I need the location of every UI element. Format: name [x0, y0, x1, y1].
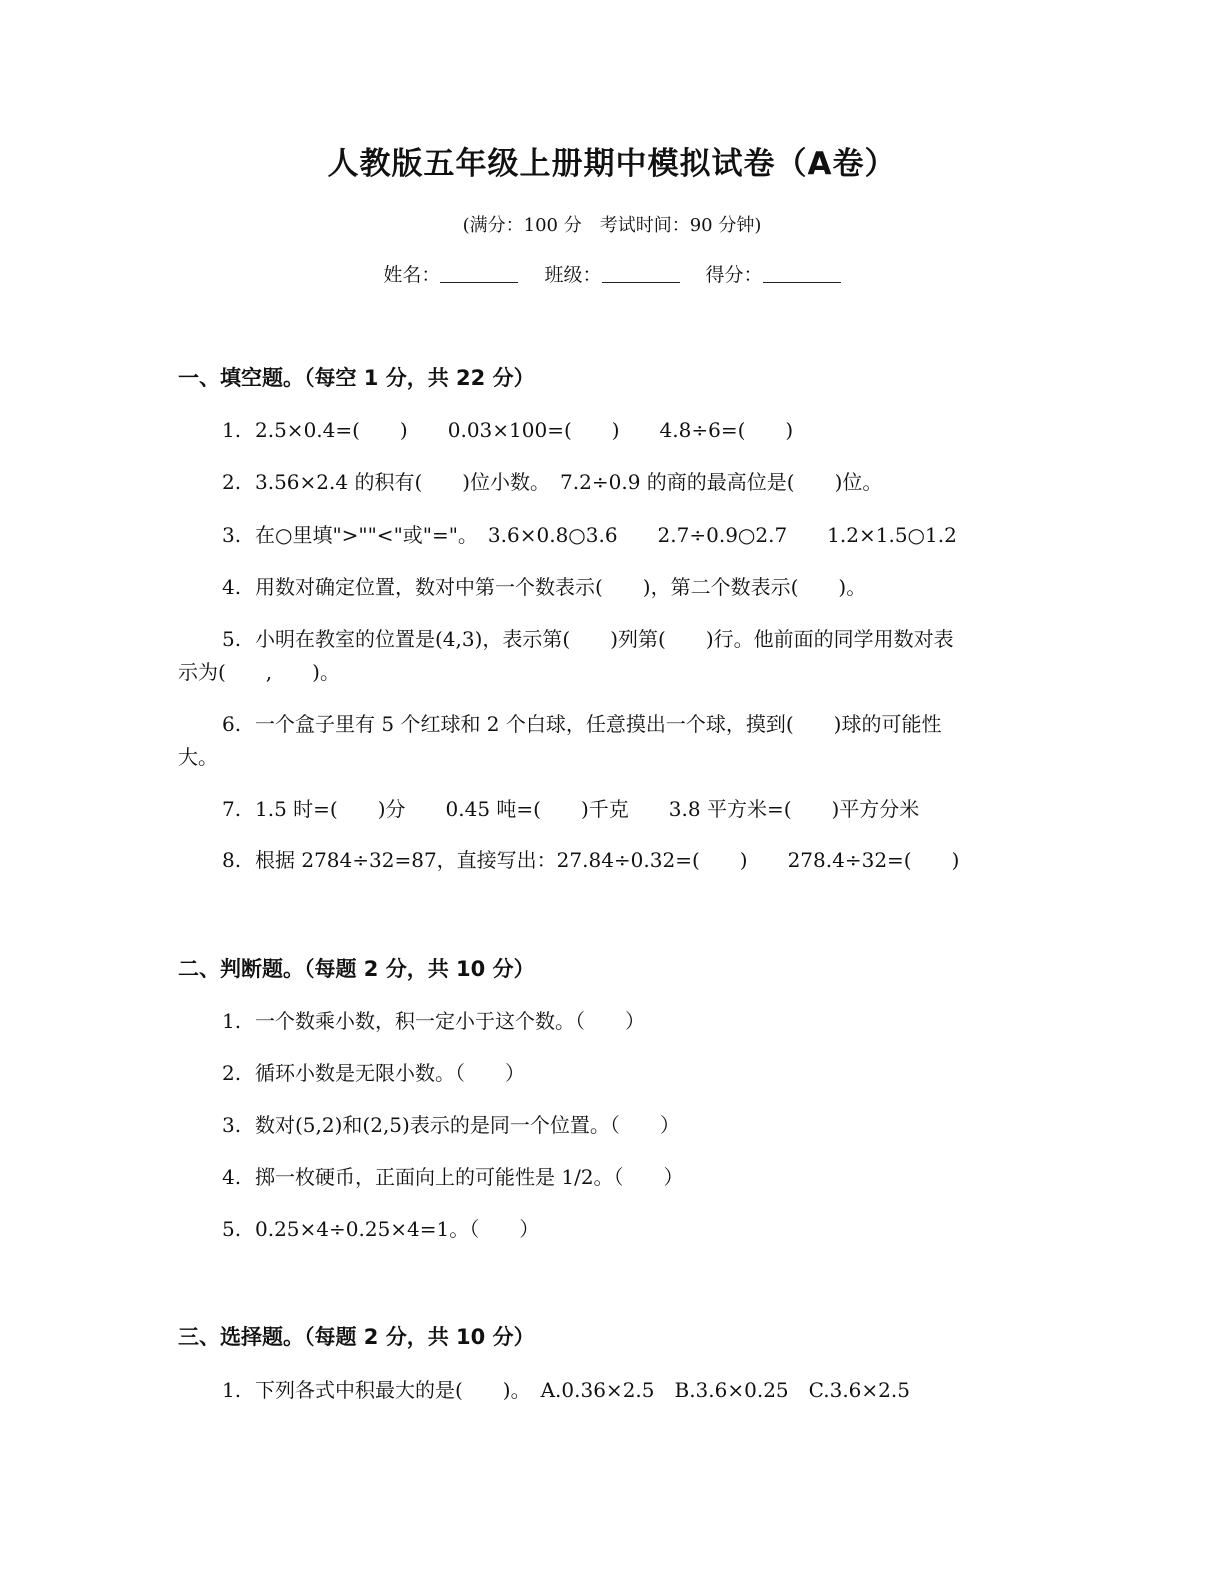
question-number: 4. — [222, 575, 242, 599]
section-heading-fill-blank: 一、填空题。（每空 1 分，共 22 分） — [178, 366, 535, 390]
question-text: 在○里填">""<"或"="。 3.6×0.8○3.6 2.7÷0.9○2.7 1.2×1.5○1.2 — [255, 523, 957, 547]
question-number: 3. — [222, 1113, 242, 1137]
name-blank — [440, 264, 518, 283]
section-heading-multiple-choice: 三、选择题。（每题 2 分，共 10 分） — [178, 1325, 535, 1349]
question-item — [178, 1005, 1038, 1038]
question-text: 1.5 时=( )分 0.45 吨=( )千克 3.8 平方米=( )平方分米 — [255, 797, 920, 821]
question-item — [178, 1057, 1038, 1090]
question-text: 用数对确定位置，数对中第一个数表示( )，第二个数表示( )。 — [255, 575, 867, 599]
section-heading-true-false: 二、判断题。（每题 2 分，共 10 分） — [178, 957, 535, 981]
question-item — [178, 571, 1038, 604]
question-item — [178, 519, 1038, 552]
question-number: 1. — [222, 418, 242, 442]
question-item — [178, 793, 1038, 826]
question-text: 0.25×4÷0.25×4=1。（ ） — [255, 1217, 540, 1241]
class-blank — [602, 264, 680, 283]
student-info-row — [0, 260, 1224, 287]
score-label: 得分： — [705, 264, 763, 286]
question-number: 8. — [222, 848, 242, 872]
question-item — [178, 1374, 1038, 1407]
question-number: 1. — [222, 1009, 242, 1033]
question-number: 7. — [222, 797, 242, 821]
question-text: 根据 2784÷32=87，直接写出：27.84÷0.32=( ) 278.4÷32=( ) — [255, 848, 960, 872]
question-text: 数对(5,2)和(2,5)表示的是同一个位置。（ ） — [255, 1113, 680, 1137]
name-label: 姓名： — [383, 264, 441, 286]
question-item — [178, 1213, 1038, 1246]
question-continuation: 大。 — [178, 745, 218, 769]
question-text: 循环小数是无限小数。（ ） — [255, 1061, 525, 1085]
class-label: 班级： — [544, 264, 602, 286]
question-text: 2.5×0.4=( ) 0.03×100=( ) 4.8÷6=( ) — [255, 418, 794, 442]
question-text: 一个盒子里有 5 个红球和 2 个白球，任意摸出一个球，摸到( )球的可能性 — [255, 712, 942, 736]
question-text: 一个数乘小数，积一定小于这个数。（ ） — [255, 1009, 645, 1033]
exam-subtitle: (满分：100 分 考试时间：90 分钟) — [462, 215, 762, 236]
question-text: 下列各式中积最大的是( )。 A.0.36×2.5 B.3.6×0.25 C.3.6×2.5 — [255, 1378, 910, 1402]
question-item — [178, 844, 1038, 877]
score-blank — [763, 264, 841, 283]
question-item — [178, 708, 1038, 741]
question-continuation: 示为( , )。 — [178, 660, 340, 684]
question-text: 掷一枚硬币，正面向上的可能性是 1/2。（ ） — [255, 1165, 684, 1189]
question-item — [178, 623, 1038, 656]
question-number: 5. — [222, 1217, 242, 1241]
question-number: 1. — [222, 1378, 242, 1402]
question-text: 小明在教室的位置是(4,3)，表示第( )列第( )行。他前面的同学用数对表 — [255, 627, 954, 651]
question-number: 2. — [222, 1061, 242, 1085]
question-item — [178, 414, 1038, 447]
question-number: 5. — [222, 627, 242, 651]
question-item — [178, 466, 1038, 499]
question-text: 3.56×2.4 的积有( )位小数。 7.2÷0.9 的商的最高位是( )位。 — [255, 470, 883, 494]
question-number: 3. — [222, 523, 242, 547]
exam-title: 人教版五年级上册期中模拟试卷（A卷） — [327, 146, 897, 182]
question-item — [178, 1109, 1038, 1142]
question-item — [178, 1161, 1038, 1194]
question-number: 2. — [222, 470, 242, 494]
question-number: 6. — [222, 712, 242, 736]
question-number: 4. — [222, 1165, 242, 1189]
